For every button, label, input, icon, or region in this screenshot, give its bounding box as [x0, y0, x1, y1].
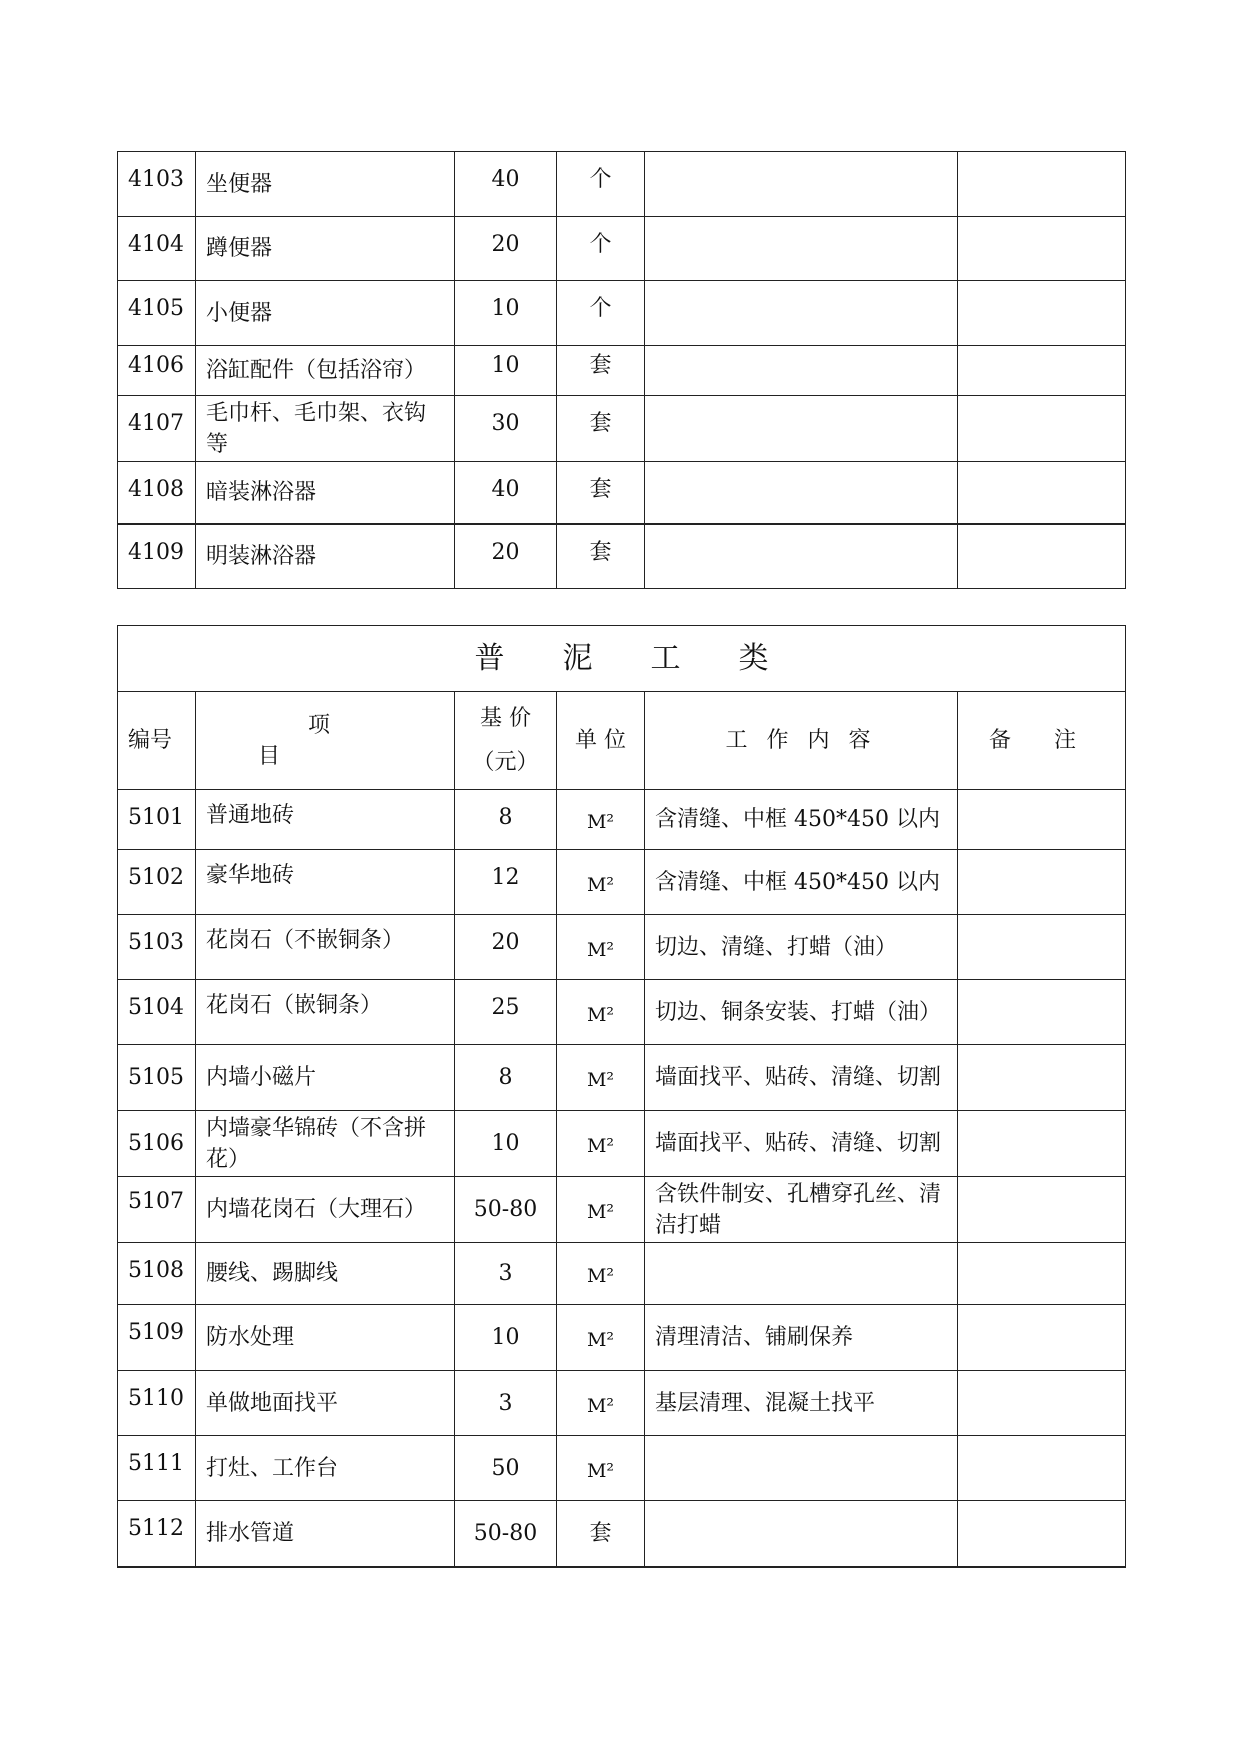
item-work [645, 396, 958, 462]
item-name: 普通地砖 [196, 790, 455, 850]
item-code: 5111 [118, 1436, 196, 1501]
item-price: 20 [455, 915, 557, 980]
header-price [455, 692, 557, 790]
item-unit: 个 [557, 281, 645, 346]
table-row [118, 1243, 1126, 1305]
table-row [118, 281, 1126, 346]
item-code: 4109 [118, 524, 196, 589]
item-work [645, 1243, 958, 1305]
table-row [118, 1045, 1126, 1111]
item-name: 内墙花岗石（大理石） [196, 1177, 455, 1243]
item-work: 基层清理、混凝土找平 [645, 1371, 958, 1436]
item-work: 含铁件制安、孔槽穿孔丝、清洁打蜡 [645, 1177, 958, 1243]
item-code: 4108 [118, 462, 196, 524]
table-row [118, 524, 1126, 589]
item-work [645, 281, 958, 346]
item-note [958, 346, 1126, 396]
item-unit: M² [557, 1305, 645, 1371]
table-row [118, 1501, 1126, 1567]
item-code: 5103 [118, 915, 196, 980]
item-code: 5101 [118, 790, 196, 850]
fixtures-table [117, 151, 1126, 589]
item-price: 8 [455, 1045, 557, 1111]
item-unit: M² [557, 1045, 645, 1111]
header-code: 编号 [118, 692, 196, 790]
item-note [958, 217, 1126, 281]
item-work: 含清缝、中框 450*450 以内 [645, 790, 958, 850]
item-name: 蹲便器 [196, 217, 455, 281]
item-price: 20 [455, 217, 557, 281]
item-code: 5105 [118, 1045, 196, 1111]
item-unit: M² [557, 1177, 645, 1243]
item-work: 切边、铜条安装、打蜡（油） [645, 980, 958, 1045]
item-note [958, 1371, 1126, 1436]
table-title: 普泥工类 [118, 626, 1126, 692]
table-row [118, 217, 1126, 281]
item-work [645, 152, 958, 217]
item-unit: M² [557, 1243, 645, 1305]
item-code: 4104 [118, 217, 196, 281]
table-row [118, 790, 1126, 850]
table-row [118, 396, 1126, 462]
table-row [118, 1371, 1126, 1436]
item-work: 墙面找平、贴砖、清缝、切割 [645, 1045, 958, 1111]
table-row [118, 850, 1126, 915]
item-price: 10 [455, 281, 557, 346]
item-note [958, 1436, 1126, 1501]
item-work [645, 1501, 958, 1567]
item-price: 30 [455, 396, 557, 462]
item-work: 墙面找平、贴砖、清缝、切割 [645, 1111, 958, 1177]
item-work [645, 524, 958, 589]
item-unit: 套 [557, 346, 645, 396]
item-unit: M² [557, 915, 645, 980]
item-price: 10 [455, 346, 557, 396]
item-note [958, 281, 1126, 346]
item-name: 暗装淋浴器 [196, 462, 455, 524]
table-row [118, 915, 1126, 980]
item-price: 3 [455, 1371, 557, 1436]
table-row [118, 1436, 1126, 1501]
header-item: 项目 [196, 692, 455, 790]
item-price: 40 [455, 152, 557, 217]
item-unit: 套 [557, 524, 645, 589]
item-note [958, 1305, 1126, 1371]
item-price: 20 [455, 524, 557, 589]
item-unit: M² [557, 1371, 645, 1436]
item-unit: M² [557, 790, 645, 850]
item-name: 防水处理 [196, 1305, 455, 1371]
item-unit: M² [557, 1436, 645, 1501]
item-note [958, 524, 1126, 589]
header-note: 备 注 [958, 692, 1126, 790]
item-unit: M² [557, 850, 645, 915]
item-unit: M² [557, 1111, 645, 1177]
table-row [118, 1305, 1126, 1371]
item-name: 排水管道 [196, 1501, 455, 1567]
header-row [118, 692, 1126, 790]
item-unit: 套 [557, 396, 645, 462]
item-note [958, 152, 1126, 217]
item-name: 坐便器 [196, 152, 455, 217]
item-name: 内墙小磁片 [196, 1045, 455, 1111]
item-note [958, 790, 1126, 850]
item-code: 5110 [118, 1371, 196, 1436]
item-name: 内墙豪华锦砖（不含拼花） [196, 1111, 455, 1177]
item-work: 清理清洁、铺刷保养 [645, 1305, 958, 1371]
item-code: 5102 [118, 850, 196, 915]
item-unit: 套 [557, 1501, 645, 1567]
item-code: 5108 [118, 1243, 196, 1305]
item-price: 25 [455, 980, 557, 1045]
header-price-line2: （元） [472, 749, 539, 775]
item-note [958, 850, 1126, 915]
item-name: 豪华地砖 [196, 850, 455, 915]
item-code: 4105 [118, 281, 196, 346]
item-unit: 个 [557, 217, 645, 281]
item-name: 浴缸配件（包括浴帘） [196, 346, 455, 396]
item-code: 5107 [118, 1177, 196, 1243]
item-price: 10 [455, 1305, 557, 1371]
item-code: 5106 [118, 1111, 196, 1177]
item-unit: M² [557, 980, 645, 1045]
table-row [118, 980, 1126, 1045]
item-work: 切边、清缝、打蜡（油） [645, 915, 958, 980]
table-row [118, 1177, 1126, 1243]
item-price: 3 [455, 1243, 557, 1305]
item-code: 4106 [118, 346, 196, 396]
item-note [958, 396, 1126, 462]
item-work [645, 462, 958, 524]
item-price: 8 [455, 790, 557, 850]
table-row [118, 462, 1126, 524]
header-work: 工 作 内 容 [645, 692, 958, 790]
item-name: 花岗石（不嵌铜条） [196, 915, 455, 980]
table-row [118, 346, 1126, 396]
item-price: 12 [455, 850, 557, 915]
item-work [645, 1436, 958, 1501]
item-work [645, 346, 958, 396]
item-note [958, 1501, 1126, 1567]
item-name: 单做地面找平 [196, 1371, 455, 1436]
table-row [118, 1111, 1126, 1177]
item-price: 50-80 [455, 1177, 557, 1243]
item-name: 毛巾杆、毛巾架、衣钩等 [196, 396, 455, 462]
item-code: 5109 [118, 1305, 196, 1371]
item-code: 4107 [118, 396, 196, 462]
item-note [958, 980, 1126, 1045]
item-unit: 套 [557, 462, 645, 524]
item-note [958, 1111, 1126, 1177]
item-name: 花岗石（嵌铜条） [196, 980, 455, 1045]
item-code: 5112 [118, 1501, 196, 1567]
item-work: 含清缝、中框 450*450 以内 [645, 850, 958, 915]
item-note [958, 462, 1126, 524]
header-price-line1: 基 价 [480, 705, 531, 731]
item-price: 40 [455, 462, 557, 524]
item-price: 50-80 [455, 1501, 557, 1567]
masonry-table [117, 625, 1126, 1568]
item-work [645, 217, 958, 281]
table-title-row [118, 626, 1126, 692]
item-note [958, 915, 1126, 980]
item-code: 4103 [118, 152, 196, 217]
item-note [958, 1045, 1126, 1111]
item-note [958, 1177, 1126, 1243]
item-name: 明装淋浴器 [196, 524, 455, 589]
item-note [958, 1243, 1126, 1305]
item-unit: 个 [557, 152, 645, 217]
item-name: 打灶、工作台 [196, 1436, 455, 1501]
item-price: 50 [455, 1436, 557, 1501]
item-code: 5104 [118, 980, 196, 1045]
item-price: 10 [455, 1111, 557, 1177]
table-row [118, 152, 1126, 217]
item-name: 腰线、踢脚线 [196, 1243, 455, 1305]
item-name: 小便器 [196, 281, 455, 346]
header-unit: 单 位 [557, 692, 645, 790]
